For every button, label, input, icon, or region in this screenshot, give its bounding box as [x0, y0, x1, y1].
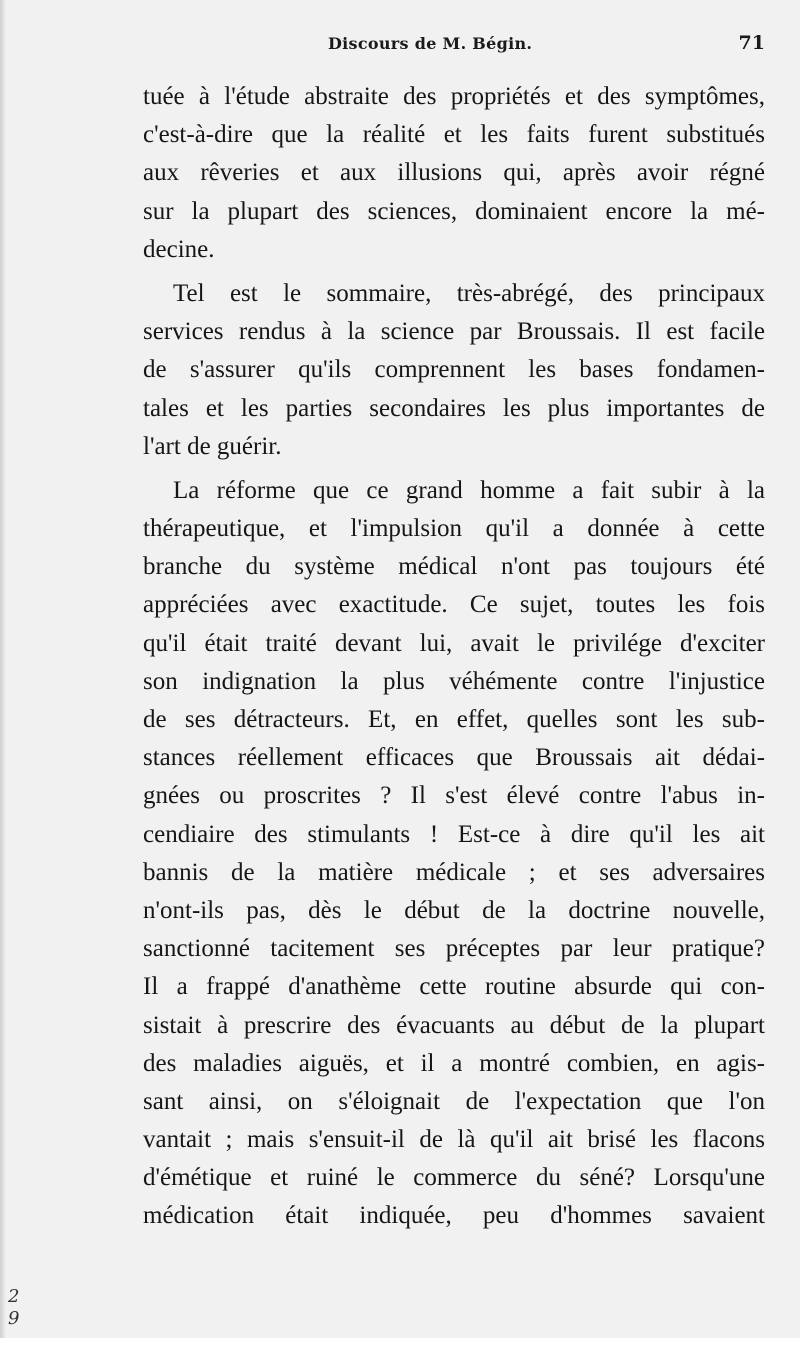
text-line: n'ont-ils pas, dès le début de la doctrine nouvelle, — [143, 896, 765, 924]
text-line: thérapeutique, et l'impulsion qu'il a donnée à cette — [143, 515, 765, 543]
text-line: appréciées avec exactitude. Ce sujet, toutes les fois — [143, 591, 765, 619]
text-line: tuée à l'étude abstraite des propriétés et des symptômes, — [143, 83, 765, 110]
text-line: d'émétique et ruiné le commerce du séné? Lorsqu'une — [143, 1164, 765, 1192]
text-line: stances réellement efficaces que Broussais ait dédai- — [143, 744, 765, 772]
text-line: services rendus à la science par Broussais. Il est facile — [143, 318, 765, 346]
margin-marks — [8, 1286, 19, 1330]
text-line: c'est-à-dire que la réalité et les faits furent substitués — [143, 121, 765, 149]
page-bottom-edge — [0, 1338, 800, 1347]
page-gutter-shadow — [0, 0, 6, 1347]
margin-mark: 2 — [8, 1286, 20, 1307]
text-line: bannis de la matière médicale ; et ses adversaires — [143, 858, 765, 886]
text-line: de ses détracteurs. Et, en effet, quelles sont les sub- — [143, 706, 765, 733]
text-line: sistait à prescrire des évacuants au début de la plupart — [143, 1011, 765, 1039]
text-line: gnées ou proscrites ? Il s'est élevé contre l'abus in- — [143, 782, 765, 810]
text-line: cendiaire des stimulants ! Est-ce à dire qu'il les ait — [143, 820, 765, 848]
text-line: sanctionné tacitement ses préceptes par leur pratique? — [143, 935, 765, 963]
text-line: qu'il était traité devant lui, avait le privilége d'exciter — [143, 629, 765, 657]
margin-mark: 9 — [8, 1308, 20, 1329]
text-line: sur la plupart des sciences, dominaient encore la mé- — [143, 197, 765, 225]
text-line: vantait ; mais s'ensuit-il de là qu'il ait brisé les flacons — [143, 1126, 765, 1154]
text-line: La réforme que ce grand homme a fait subir à la — [173, 476, 765, 504]
text-line: aux rêveries et aux illusions qui, après avoir régné — [143, 159, 765, 187]
running-title: Discours de M. Bégin. — [328, 34, 533, 53]
text-line: tales et les parties secondaires les plus importantes de — [143, 394, 765, 422]
text-line: son indignation la plus véhémente contre l'injustice — [143, 667, 765, 695]
page-number: 71 — [738, 32, 765, 54]
text-line: sant ainsi, on s'éloignait de l'expectation que l'on — [143, 1087, 765, 1115]
body-text — [143, 78, 765, 1236]
text-line: decine. — [143, 235, 215, 263]
text-line: branche du système médical n'ont pas toujours été — [143, 553, 765, 581]
text-line: de s'assurer qu'ils comprennent les bases fondamen- — [143, 356, 765, 384]
text-line: des maladies aiguës, et il a montré combien, en agis- — [143, 1049, 765, 1077]
text-line: Tel est le sommaire, très-abrégé, des principaux — [173, 279, 765, 307]
text-line: Il a frappé d'anathème cette routine absurde qui con- — [143, 973, 765, 1001]
text-line: l'art de guérir. — [143, 432, 282, 460]
running-head — [140, 34, 765, 58]
text-line: médication était indiquée, peu d'hommes savaient — [143, 1202, 765, 1230]
